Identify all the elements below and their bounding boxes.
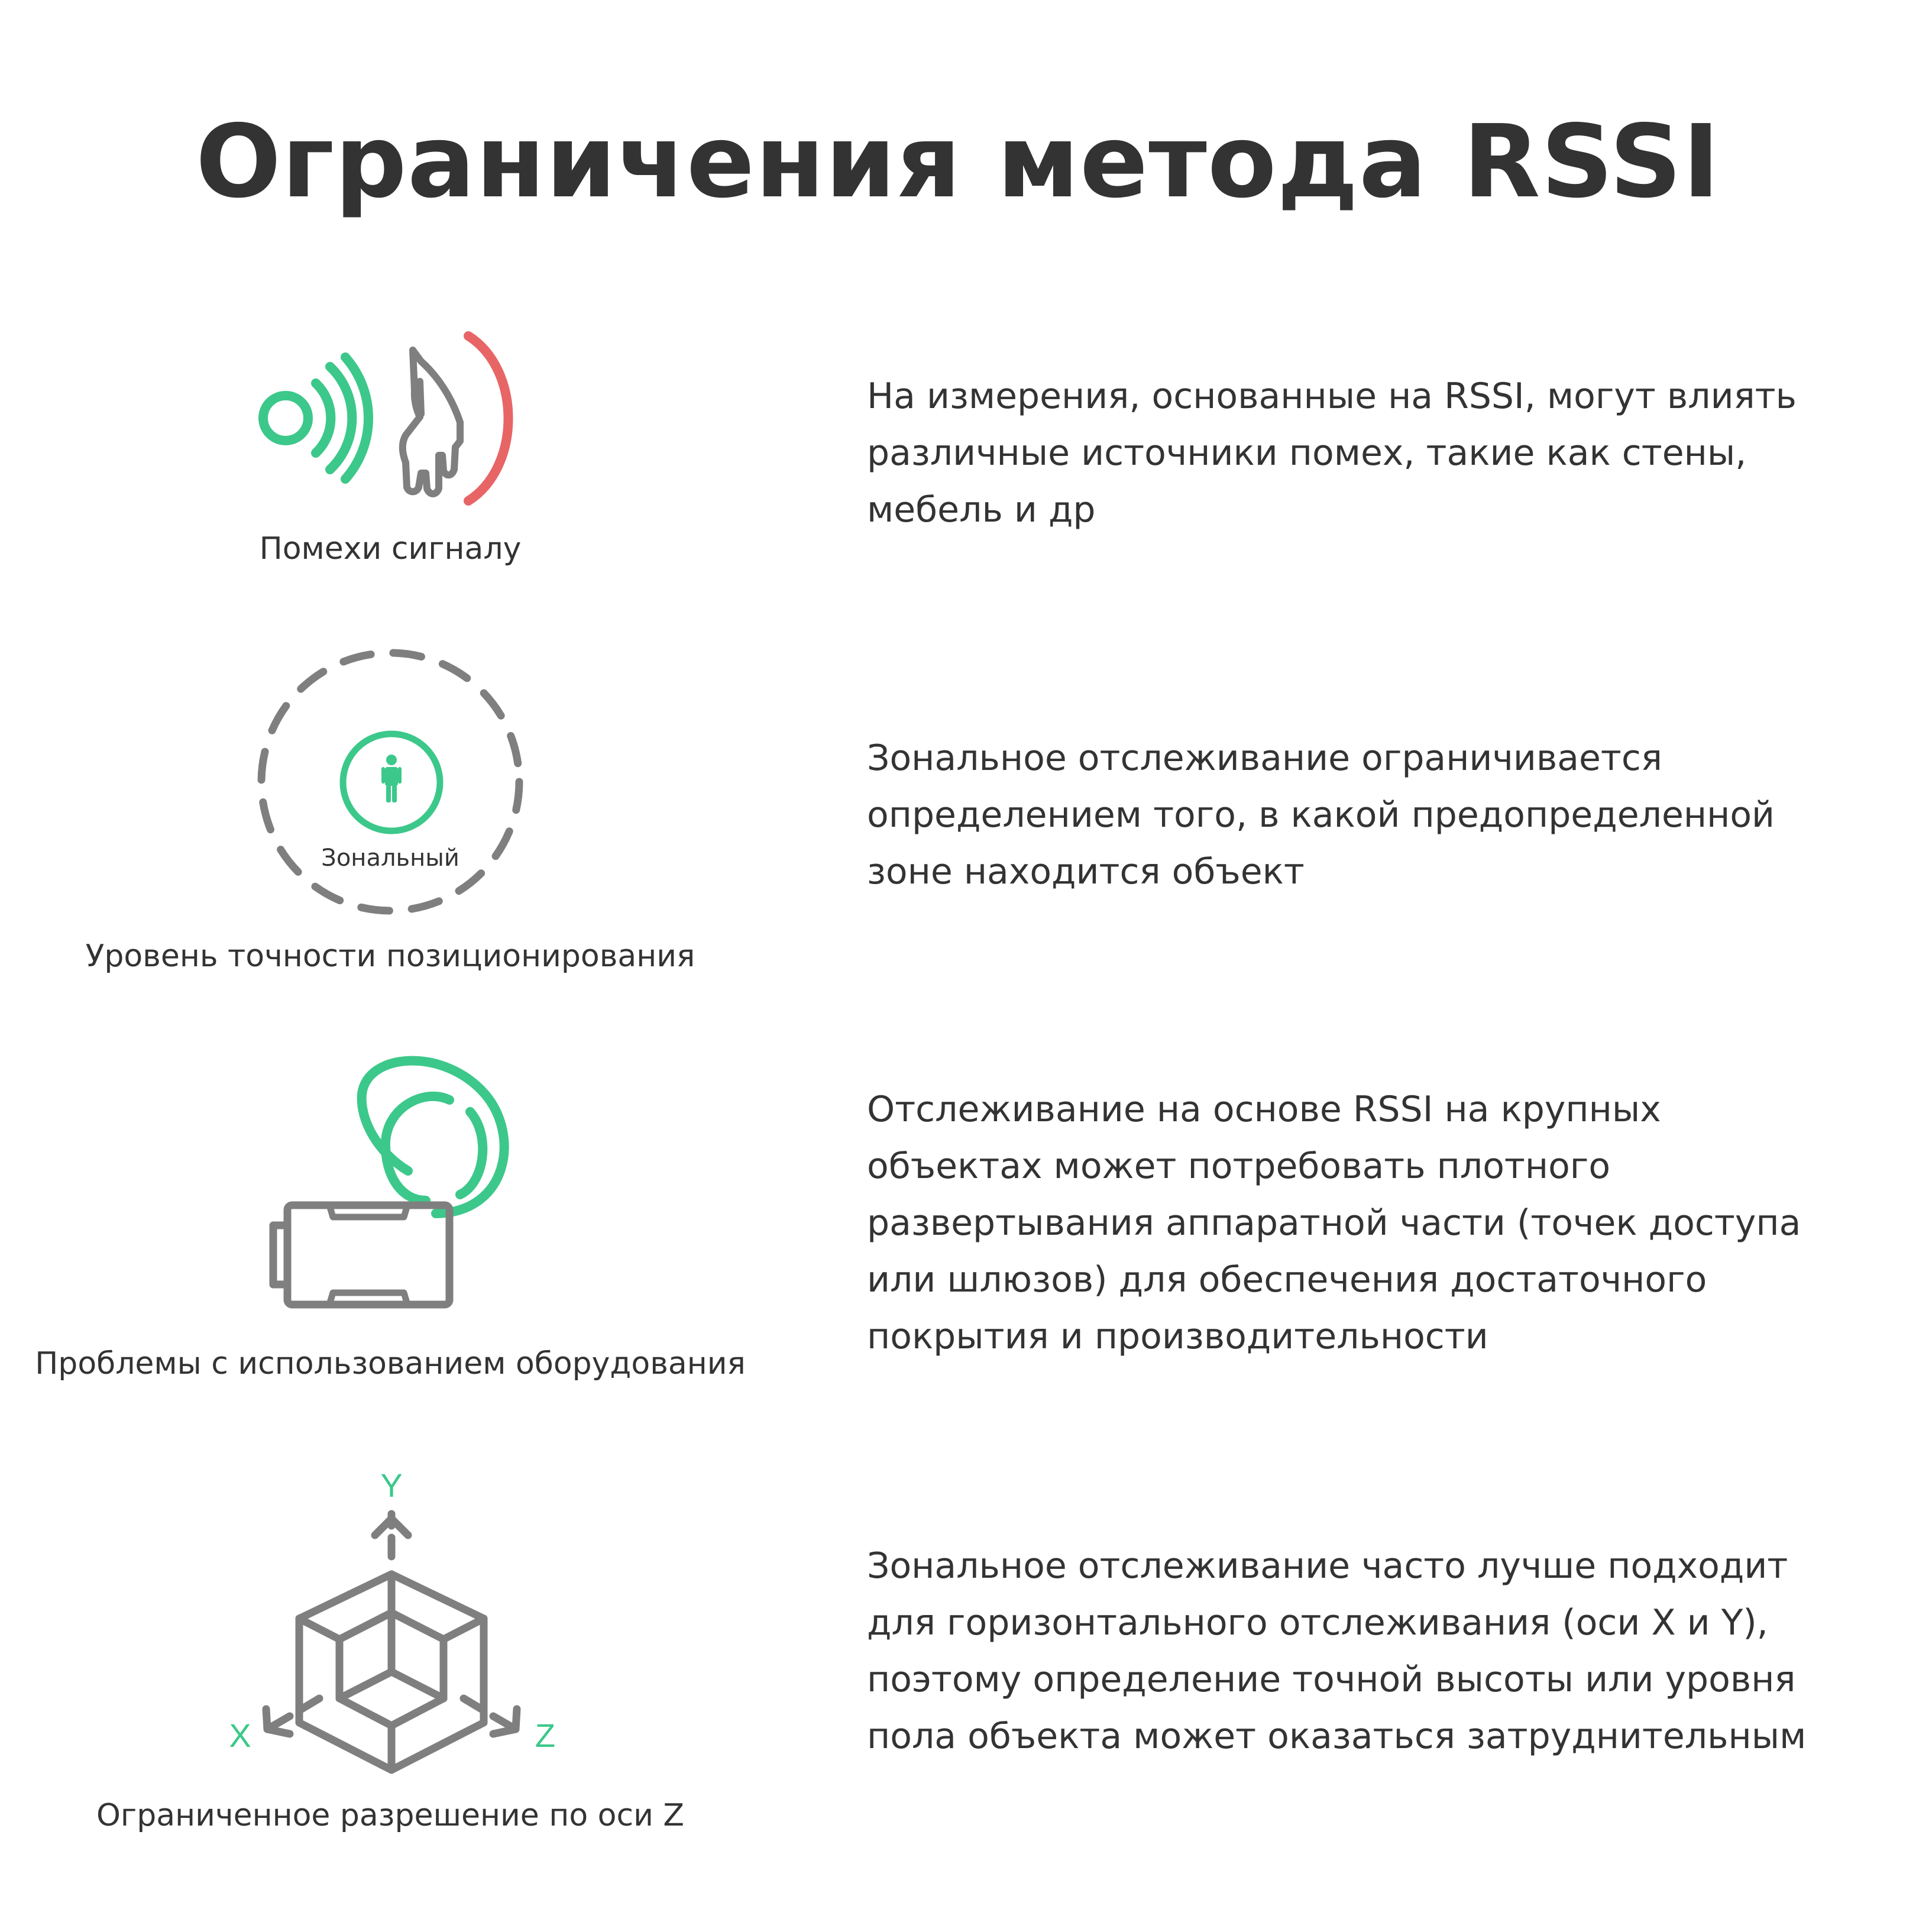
item-3-description-line: развертывания аппаратной части (точек доступа	[867, 1202, 1801, 1244]
item-4-description	[867, 1538, 1837, 1765]
item-3-description-line: объектах может потребовать плотного	[867, 1145, 1611, 1187]
item-2-description-line: зоне находится объект	[867, 851, 1305, 892]
item-4-description-line: поэтому определение точной высоты или уровня	[867, 1659, 1796, 1700]
hardware-device-icon	[260, 1041, 526, 1319]
zonal-label: Зональный	[321, 844, 459, 872]
item-1-description	[867, 368, 1837, 538]
item-3-description-line: покрытия и производительности	[867, 1316, 1488, 1357]
item-2-description-line: Зональное отслеживание ограничивается	[867, 737, 1662, 779]
zonal-positioning-icon	[254, 645, 526, 917]
item-4-description-line: Зональное отслеживание часто лучше подходит	[867, 1545, 1788, 1587]
item-4-caption: Ограниченное разрешение по оси Z	[96, 1798, 685, 1833]
item-4-description-line: пола объекта может оказаться затруднительным	[867, 1716, 1807, 1757]
item-4-description-line: для горизонтального отслеживания (оси X и Y),	[867, 1602, 1768, 1643]
item-3-description	[867, 1081, 1837, 1365]
item-1-description-line: мебель и др	[867, 489, 1096, 530]
page-title: Ограничения метода RSSI	[195, 103, 1721, 221]
y-axis-label: Y	[380, 1467, 403, 1504]
signal-interference-icon	[254, 328, 532, 512]
item-3-description-line: Отслеживание на основе RSSI на крупных	[867, 1089, 1661, 1130]
item-2-caption: Уровень точности позиционирования	[85, 939, 695, 974]
xyz-axes-cube-icon	[225, 1467, 568, 1786]
x-axis-label: X	[229, 1717, 251, 1754]
item-3-description-line: или шлюзов) для обеспечения достаточного	[867, 1259, 1707, 1300]
item-2-description	[867, 730, 1837, 900]
item-1-description-line: различные источники помех, такие как стены,	[867, 432, 1747, 474]
z-axis-label: Z	[535, 1717, 556, 1754]
item-2-description-line: определением того, в какой предопределенной	[867, 794, 1775, 836]
item-3-caption: Проблемы с использованием оборудования	[35, 1346, 746, 1381]
item-1-description-line: На измерения, основанные на RSSI, могут влиять	[867, 376, 1797, 417]
item-1-caption: Помехи сигналу	[259, 531, 522, 567]
